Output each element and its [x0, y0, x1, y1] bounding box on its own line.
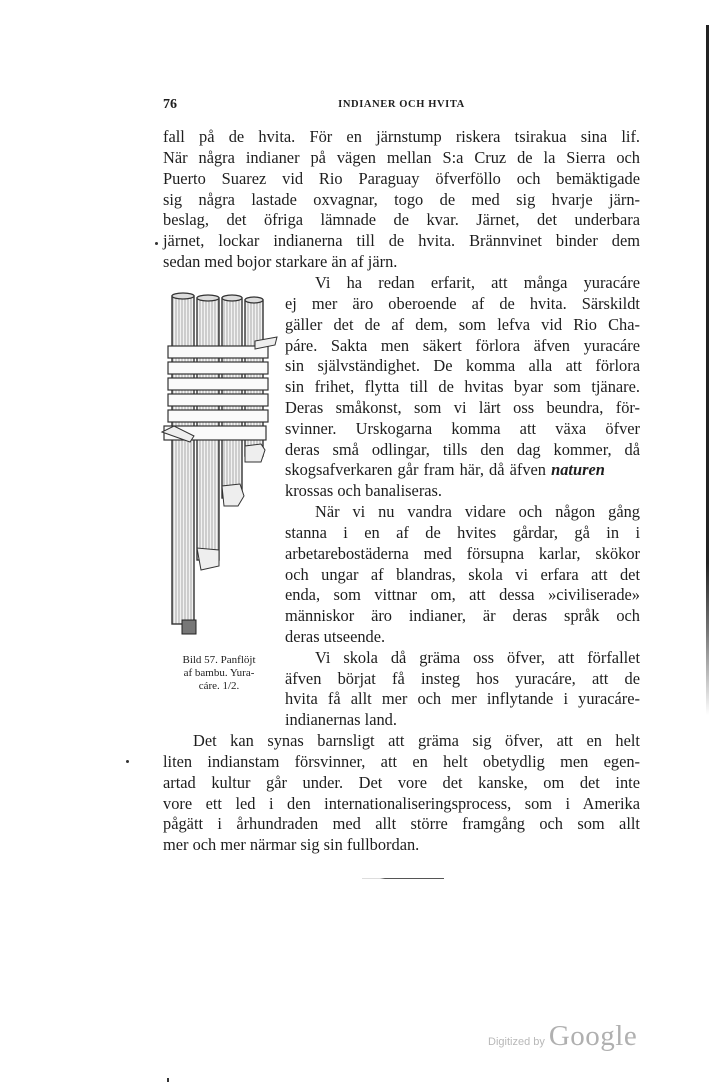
text-line: deras utseende.	[285, 627, 386, 646]
margin-mark	[126, 760, 129, 763]
text-line: stanna i en af de hvites gårdar, gå in i	[285, 523, 640, 542]
text-line: människor äro indianer, är deras språk och	[285, 606, 640, 625]
text-line: När vi nu vandra vidare och någon gång	[315, 502, 640, 521]
text-line: Det kan synas barnsligt att gräma sig öfver, att en helt	[193, 731, 640, 750]
page-number: 76	[163, 97, 177, 112]
running-title: INDIANER OCH HVITA	[338, 99, 465, 110]
text-line: mer och mer närmar sig sin fullbordan.	[163, 835, 420, 854]
text-line: hvita få allt mer och mer inflytande i yuracáre-	[285, 689, 640, 708]
caption-line: Bild 57. Panflöjt	[182, 654, 256, 666]
text-segment: skogsafverkaren går fram här, då äfven	[285, 460, 546, 479]
text-line: páre. Sakta men säkert förlora äfven yuracáre	[285, 336, 640, 355]
figure-caption	[160, 654, 278, 693]
text-line: liten indianstam försvinner, att en helt obetydlig men egen-	[163, 752, 640, 771]
text-line: deras små odlingar, tills den dag kommer, då	[285, 440, 640, 459]
panpipe-illustration-icon	[160, 286, 280, 646]
running-head	[163, 97, 640, 113]
text-line: sin självständighet. De komma alla att förlora	[285, 356, 640, 375]
text-line: enda, som vittnar om, att dessa »civiliserade»	[285, 585, 640, 604]
text-line: sedan med bojor starkare än af järn.	[163, 252, 398, 271]
scan-speck	[167, 1078, 169, 1082]
text-line: Vi skola då gräma oss öfver, att förfallet	[315, 648, 640, 667]
page-edge-line	[706, 25, 709, 715]
text-line: svinner. Urskogarna komma att växa öfver	[285, 419, 640, 438]
text-line-with-emphasis	[285, 460, 640, 480]
text-line: När några indianer på vägen mellan S:a Cruz de la Sierra och	[163, 148, 640, 167]
text-line: och ungar af blandras, skola vi erfara att det	[285, 565, 640, 584]
digitized-label: Digitized by	[488, 1036, 545, 1048]
text-line: vore ett led i den internationaliseringsprocess, som i Amerika	[163, 794, 640, 813]
text-line: Deras småkonst, som vi lärt oss beundra, för-	[285, 398, 640, 417]
text-line: ej mer äro oberoende af de hvita. Särskildt	[285, 294, 640, 313]
text-line: beslag, det öfriga lämnade de kvar. Järnet, det underbara	[163, 210, 640, 229]
emphasis-word: naturen	[551, 460, 605, 479]
text-line: Puerto Suarez vid Rio Paraguay öfverföllo och bemäktigade	[163, 169, 640, 188]
text-line: Vi ha redan erfarit, att många yuracáre	[315, 273, 640, 292]
text-line: fall på de hvita. För en järnstump riskera tsirakua sina lif.	[163, 127, 640, 146]
text-line: järnet, lockar indianerna till de hvita. Brännvinet binder dem	[163, 231, 640, 250]
text-line: gäller det de af dem, som lefva vid Rio Cha-	[285, 315, 640, 334]
text-line: äfven börjat få insteg hos yuracáre, att de	[285, 669, 640, 688]
caption-line: cáre. 1/2.	[198, 680, 240, 692]
text-line: krossas och banaliseras.	[285, 481, 443, 500]
digitized-by-google-watermark	[488, 1020, 637, 1053]
caption-line: af bambu. Yura-	[183, 667, 255, 679]
text-line: arbetarebostäderna med försupna karlar, skökor	[285, 544, 640, 563]
google-logo: Google	[548, 1020, 638, 1052]
text-line: indianernas land.	[285, 710, 397, 729]
text-line: sig några lastade oxvagnar, togo de med sig hvarje järn-	[163, 190, 640, 209]
text-line: sin frihet, flytta till de hvitas byar som tjänare.	[285, 377, 640, 396]
text-line: pågätt i århundraden med allt större framgång och som allt	[163, 814, 640, 833]
margin-mark	[155, 242, 158, 245]
text-line: artad kultur går under. Det vore det kanske, om det inte	[163, 773, 640, 792]
section-end-rule	[362, 878, 444, 879]
